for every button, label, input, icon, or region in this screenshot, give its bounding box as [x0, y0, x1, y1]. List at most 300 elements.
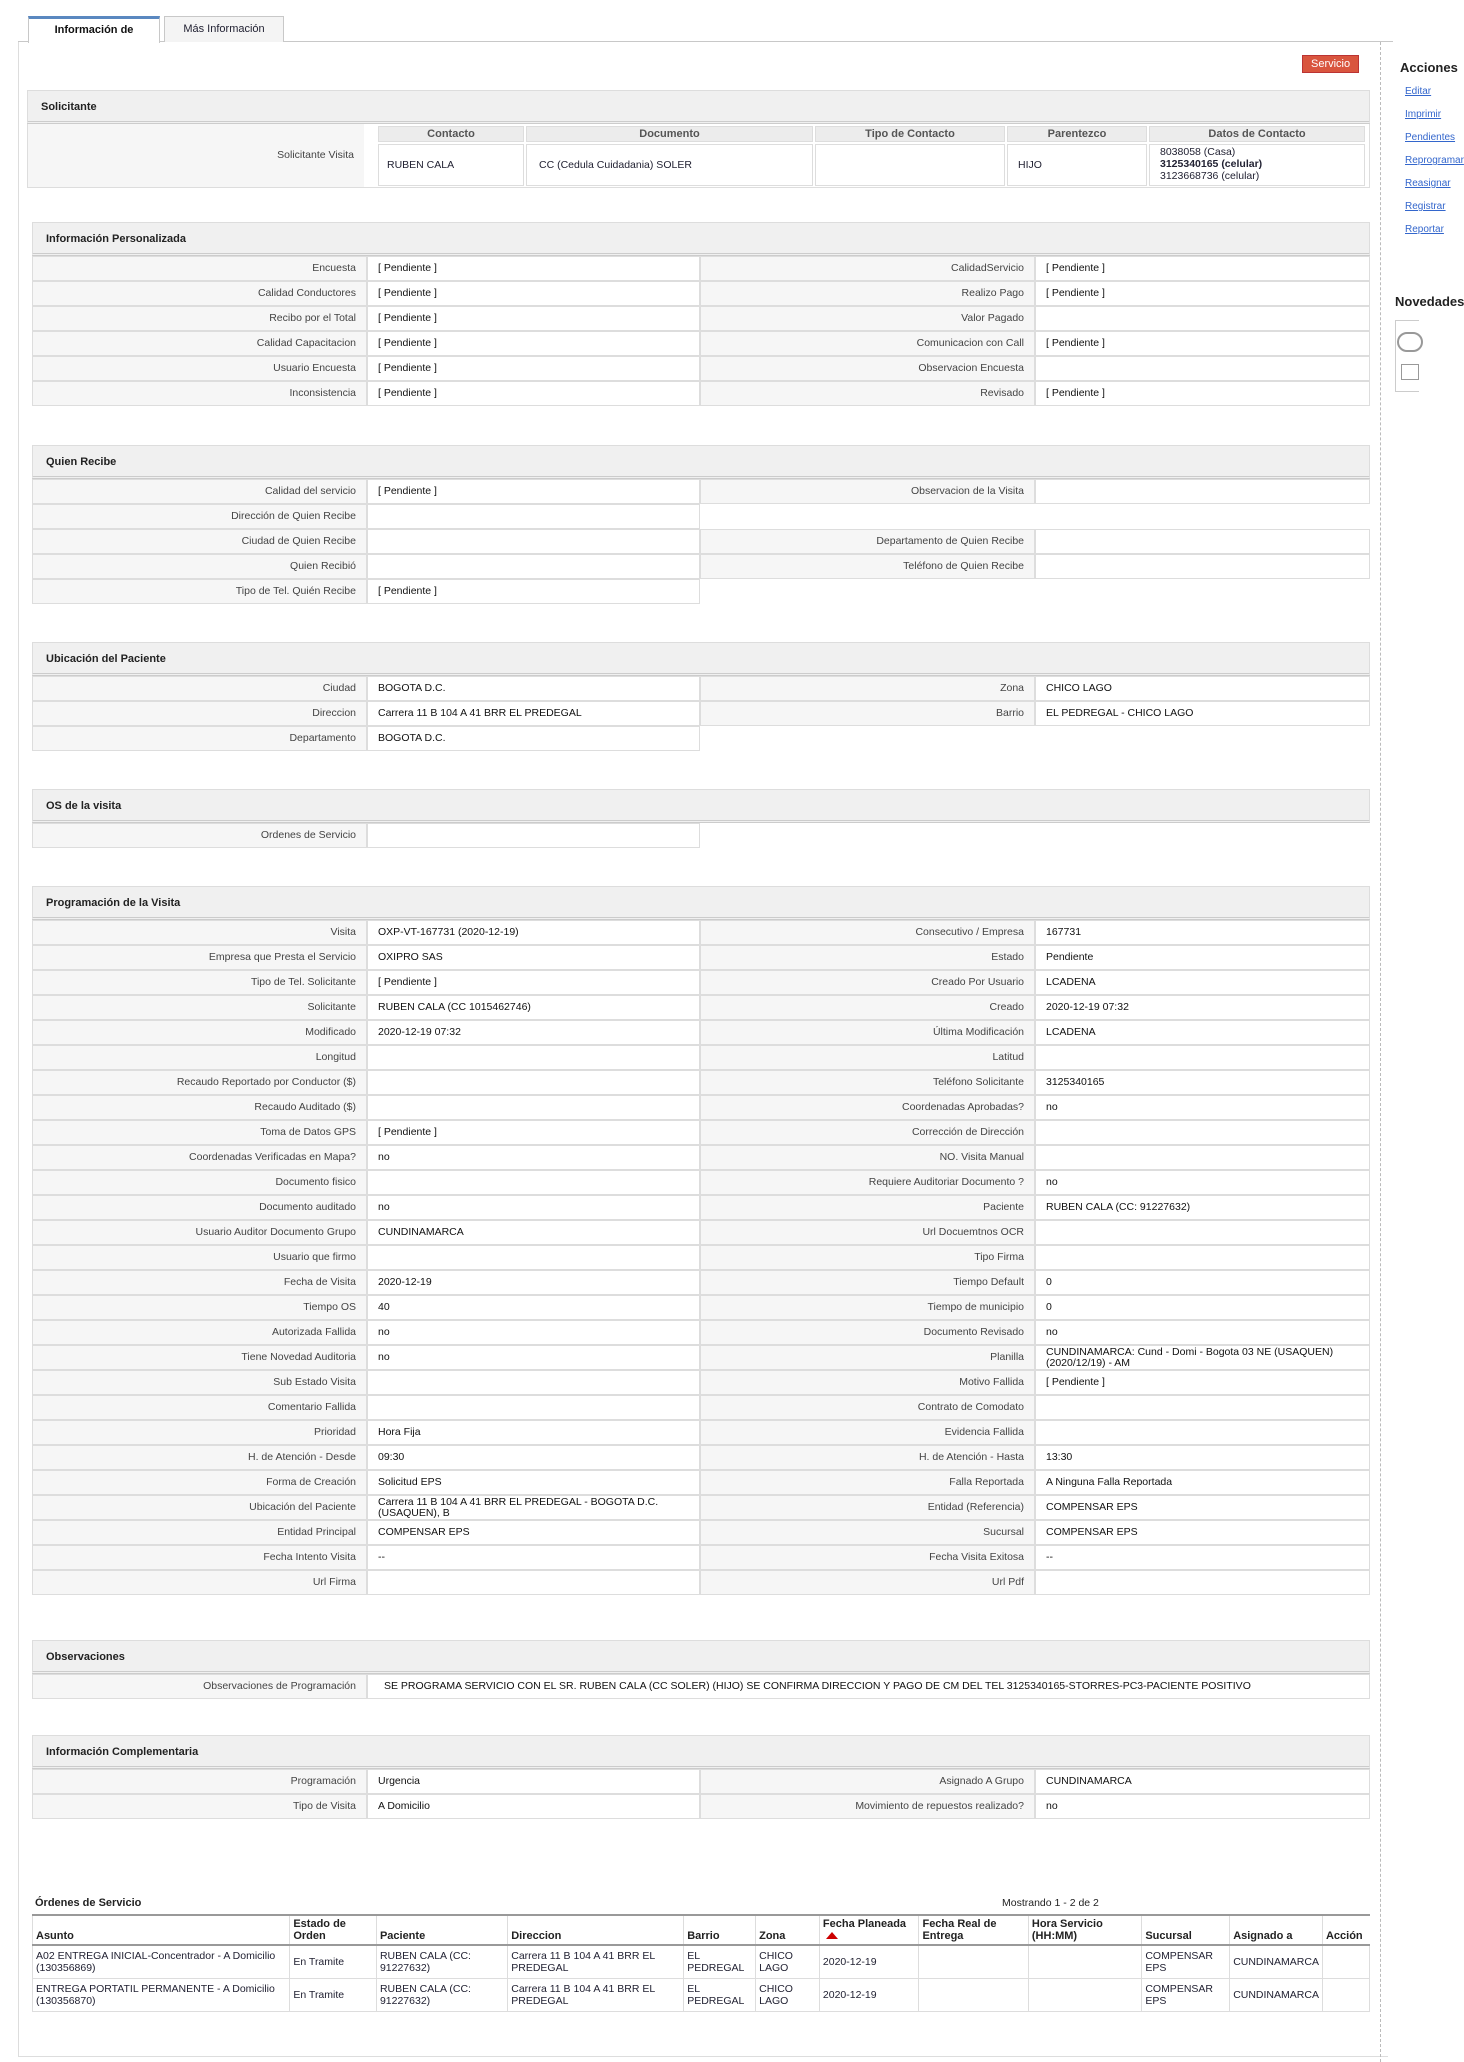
field-value: Pendiente [1035, 945, 1370, 970]
th-barrio[interactable]: Barrio [684, 1915, 756, 1945]
field-row [32, 1170, 1370, 1195]
field-label: Tipo de Tel. Solicitante [32, 970, 367, 995]
field-row [32, 256, 1370, 281]
field-label: Falla Reportada [700, 1470, 1035, 1495]
sidebar-title: Acciones [1400, 60, 1458, 75]
field-label: NO. Visita Manual [700, 1145, 1035, 1170]
field-label: Ordenes de Servicio [32, 823, 367, 848]
table-cell: Carrera 11 B 104 A 41 BRR EL PREDEGAL [508, 1978, 684, 2011]
field-label: Url Firma [32, 1570, 367, 1595]
field-label: Consecutivo / Empresa [700, 920, 1035, 945]
field-value: RUBEN CALA (CC: 91227632) [1035, 1195, 1370, 1220]
section-title: OS de la visita [32, 789, 1370, 823]
field-value: Hora Fija [367, 1420, 700, 1445]
table-cell[interactable] [1322, 1945, 1369, 1978]
field-row [32, 479, 1370, 504]
table-cell [919, 1978, 1028, 2011]
field-label: Departamento de Quien Recibe [700, 529, 1035, 554]
field-value [1035, 1145, 1370, 1170]
field-label: Tiempo de municipio [700, 1295, 1035, 1320]
field-value [367, 1570, 700, 1595]
field-label: Encuesta [32, 256, 367, 281]
field-label: Empresa que Presta el Servicio [32, 945, 367, 970]
field-value: RUBEN CALA (CC 1015462746) [367, 995, 700, 1020]
field-row [32, 701, 1370, 726]
field-label: Tipo Firma [700, 1245, 1035, 1270]
field-value [367, 1170, 700, 1195]
sidebar-link-1[interactable]: Editar [1405, 86, 1432, 97]
table-cell: ENTREGA PORTATIL PERMANENTE - A Domicilio (130356870) [33, 1978, 290, 2011]
field-row [32, 1245, 1370, 1270]
field-row [32, 579, 1370, 604]
field-row [32, 1545, 1370, 1570]
field-value: BOGOTA D.C. [367, 676, 700, 701]
ordenes-title: Órdenes de Servicio [35, 1897, 142, 1909]
col-datos-contacto: Datos de Contacto [1149, 126, 1365, 142]
field-value [367, 1070, 700, 1095]
field-label: Recibo por el Total [32, 306, 367, 331]
section-ubicacion [32, 642, 1370, 751]
field-value [1035, 529, 1370, 554]
field-value [1035, 1570, 1370, 1595]
field-label: Dirección de Quien Recibe [32, 504, 367, 529]
tab-bar [18, 16, 1393, 42]
contacto-value: RUBEN CALA [378, 144, 524, 186]
col-tipo-contacto: Tipo de Contacto [815, 126, 1005, 142]
field-value: [ Pendiente ] [1035, 281, 1370, 306]
field-label: Movimiento de repuestos realizado? [700, 1794, 1035, 1819]
field-label: Ciudad [32, 676, 367, 701]
field-label: Estado [700, 945, 1035, 970]
field-row [32, 331, 1370, 356]
field-value: CUNDINAMARCA: Cund - Domi - Bogota 03 NE (USAQUEN) (2020/12/19) - AM [1035, 1345, 1370, 1370]
field-value: BOGOTA D.C. [367, 726, 700, 751]
table-cell [919, 1945, 1028, 1978]
field-label: Visita [32, 920, 367, 945]
field-label: Forma de Creación [32, 1470, 367, 1495]
field-value: no [1035, 1320, 1370, 1345]
field-label: Planilla [700, 1345, 1035, 1370]
table-cell: En Tramite [290, 1978, 377, 2011]
field-value: CUNDINAMARCA [367, 1220, 700, 1245]
sidebar-title-2: Novedades [1395, 294, 1464, 309]
field-label: Revisado [700, 381, 1035, 406]
ordenes-table [32, 1914, 1370, 2012]
field-row [32, 356, 1370, 381]
field-value [1035, 1220, 1370, 1245]
novedad-radio[interactable] [1397, 332, 1423, 352]
field-value [1035, 1395, 1370, 1420]
field-row [32, 1769, 1370, 1794]
th-sucursal[interactable]: Sucursal [1142, 1915, 1230, 1945]
field-label: Tipo de Visita [32, 1794, 367, 1819]
field-value [367, 823, 700, 848]
field-row [32, 306, 1370, 331]
field-row [32, 1370, 1370, 1395]
field-value: no [367, 1145, 700, 1170]
table-cell [1028, 1945, 1141, 1978]
field-row [32, 823, 1370, 848]
section-title: Ubicación del Paciente [32, 642, 1370, 676]
field-label: Inconsistencia [32, 381, 367, 406]
field-row [32, 529, 1370, 554]
field-label: Documento fisico [32, 1170, 367, 1195]
field-value: COMPENSAR EPS [367, 1520, 700, 1545]
field-label: Sucursal [700, 1520, 1035, 1545]
novedad-checkbox[interactable] [1401, 364, 1419, 380]
field-value [367, 1045, 700, 1070]
field-label: Requiere Auditoriar Documento ? [700, 1170, 1035, 1195]
phone-casa: 8038058 (Casa) [1160, 146, 1236, 158]
section-quien-recibe [32, 445, 1370, 604]
field-label: Asignado A Grupo [700, 1769, 1035, 1794]
ordenes-paging: Mostrando 1 - 2 de 2 [1002, 1897, 1099, 1909]
field-label: Calidad Conductores [32, 281, 367, 306]
field-value: [ Pendiente ] [367, 306, 700, 331]
field-label: Longitud [32, 1045, 367, 1070]
field-label: Recaudo Auditado ($) [32, 1095, 367, 1120]
field-label: Departamento [32, 726, 367, 751]
field-value: A Ninguna Falla Reportada [1035, 1470, 1370, 1495]
field-label: Barrio [700, 701, 1035, 726]
field-value [367, 1245, 700, 1270]
field-label: Comentario Fallida [32, 1395, 367, 1420]
field-value: 09:30 [367, 1445, 700, 1470]
field-row [32, 1794, 1370, 1819]
field-label: H. de Atención - Hasta [700, 1445, 1035, 1470]
field-value: EL PEDREGAL - CHICO LAGO [1035, 701, 1370, 726]
field-value: Carrera 11 B 104 A 41 BRR EL PREDEGAL [367, 701, 700, 726]
field-row [32, 1220, 1370, 1245]
field-label: Creado [700, 995, 1035, 1020]
field-label: Paciente [700, 1195, 1035, 1220]
field-value: no [367, 1345, 700, 1370]
field-value: Carrera 11 B 104 A 41 BRR EL PREDEGAL - BOGOTA D.C. (USAQUEN), B [367, 1495, 700, 1520]
field-label: Entidad Principal [32, 1520, 367, 1545]
field-label: Solicitante [32, 995, 367, 1020]
field-label: Observacion Encuesta [700, 356, 1035, 381]
field-label: Observacion de la Visita [700, 479, 1035, 504]
field-label: Realizo Pago [700, 281, 1035, 306]
field-value: [ Pendiente ] [367, 356, 700, 381]
table-cell: 2020-12-19 [819, 1978, 919, 2011]
th-fecha-planeada[interactable] [819, 1915, 919, 1945]
sort-asc-icon [826, 1932, 838, 1939]
field-row [32, 945, 1370, 970]
field-label: Comunicacion con Call [700, 331, 1035, 356]
table-cell[interactable] [1322, 1978, 1369, 2011]
field-row [32, 1445, 1370, 1470]
field-label: Contrato de Comodato [700, 1395, 1035, 1420]
actions-sidebar [1380, 42, 1464, 2062]
field-label: Teléfono Solicitante [700, 1070, 1035, 1095]
field-label: Teléfono de Quien Recibe [700, 554, 1035, 579]
field-value: COMPENSAR EPS [1035, 1520, 1370, 1545]
table-row[interactable] [33, 1945, 1370, 1978]
field-label: Coordenadas Aprobadas? [700, 1095, 1035, 1120]
field-value: [ Pendiente ] [1035, 256, 1370, 281]
col-contacto: Contacto [378, 126, 524, 142]
field-value: 13:30 [1035, 1445, 1370, 1470]
section-title: Información Complementaria [32, 1735, 1370, 1769]
field-row [32, 1570, 1370, 1595]
section-title: Quien Recibe [32, 445, 1370, 479]
field-label: Documento Revisado [700, 1320, 1035, 1345]
solicitante-label: Solicitante Visita [28, 124, 364, 187]
th-zona[interactable]: Zona [756, 1915, 820, 1945]
table-cell: CUNDINAMARCA [1230, 1978, 1323, 2011]
field-value: no [1035, 1794, 1370, 1819]
field-label: Sub Estado Visita [32, 1370, 367, 1395]
field-value: no [367, 1320, 700, 1345]
field-label: Tiempo Default [700, 1270, 1035, 1295]
field-row [32, 1295, 1370, 1320]
field-value: CHICO LAGO [1035, 676, 1370, 701]
field-row [32, 1420, 1370, 1445]
novedades-box [1395, 320, 1419, 392]
field-value [367, 1095, 700, 1120]
field-value: OXP-VT-167731 (2020-12-19) [367, 920, 700, 945]
field-value: [ Pendiente ] [367, 331, 700, 356]
field-label: Motivo Fallida [700, 1370, 1035, 1395]
th-direccion[interactable]: Direccion [508, 1915, 684, 1945]
field-row [32, 1120, 1370, 1145]
field-label: Coordenadas Verificadas en Mapa? [32, 1145, 367, 1170]
field-value [1035, 356, 1370, 381]
field-label: Calidad Capacitacion [32, 331, 367, 356]
field-value [1035, 306, 1370, 331]
sidebar-link-5[interactable]: Reasignar [1405, 178, 1451, 189]
field-value: LCADENA [1035, 1020, 1370, 1045]
service-badge[interactable]: Servicio [1302, 55, 1359, 73]
field-value: [ Pendiente ] [367, 479, 700, 504]
tab-mas-informacion[interactable]: Más Información [164, 16, 284, 42]
tab-informacion[interactable]: Información de [28, 16, 160, 43]
field-label: Recaudo Reportado por Conductor ($) [32, 1070, 367, 1095]
table-cell: RUBEN CALA (CC: 91227632) [376, 1978, 507, 2011]
table-cell: COMPENSAR EPS [1142, 1978, 1230, 2011]
field-row [32, 504, 1370, 529]
phone-celular-2: 3123668736 (celular) [1160, 170, 1260, 182]
field-value: -- [1035, 1545, 1370, 1570]
field-label: Ciudad de Quien Recibe [32, 529, 367, 554]
field-label: Creado Por Usuario [700, 970, 1035, 995]
section-observaciones [32, 1640, 1370, 1699]
field-row [32, 1020, 1370, 1045]
field-value [1035, 1045, 1370, 1070]
field-label: CalidadServicio [700, 256, 1035, 281]
th-accion[interactable]: Acción [1322, 1915, 1369, 1945]
col-documento: Documento [526, 126, 813, 142]
field-value: [ Pendiente ] [1035, 381, 1370, 406]
field-row [32, 1495, 1370, 1520]
th-paciente[interactable]: Paciente [376, 1915, 507, 1945]
field-value: 167731 [1035, 920, 1370, 945]
field-label: Evidencia Fallida [700, 1420, 1035, 1445]
field-value: 0 [1035, 1295, 1370, 1320]
field-label: Ubicación del Paciente [32, 1495, 367, 1520]
table-cell [1028, 1978, 1141, 2011]
table-cell: En Tramite [290, 1945, 377, 1978]
field-value: [ Pendiente ] [1035, 331, 1370, 356]
section-info-personalizada [32, 222, 1370, 406]
field-value: no [1035, 1170, 1370, 1195]
field-label: Quien Recibió [32, 554, 367, 579]
section-complementaria [32, 1735, 1370, 1819]
field-value [367, 554, 700, 579]
field-value: no [1035, 1095, 1370, 1120]
sidebar-link-6[interactable]: Registrar [1405, 201, 1446, 212]
field-label: Última Modificación [700, 1020, 1035, 1045]
field-value: 40 [367, 1295, 700, 1320]
solicitante-row [27, 124, 1370, 188]
field-value [1035, 554, 1370, 579]
field-row [32, 281, 1370, 306]
parentezco-value: HIJO [1007, 144, 1147, 186]
sidebar-link-4[interactable]: Reprogramar [1405, 155, 1464, 166]
field-row [32, 1195, 1370, 1220]
field-value [1035, 1420, 1370, 1445]
field-row [32, 1095, 1370, 1120]
col-parentezco: Parentezco [1007, 126, 1147, 142]
field-row [32, 381, 1370, 406]
table-cell: CHICO LAGO [756, 1978, 820, 2011]
table-cell: COMPENSAR EPS [1142, 1945, 1230, 1978]
field-value: CUNDINAMARCA [1035, 1769, 1370, 1794]
field-value: [ Pendiente ] [367, 281, 700, 306]
table-cell: EL PEDREGAL [684, 1945, 756, 1978]
field-label: Tiene Novedad Auditoria [32, 1345, 367, 1370]
field-value: [ Pendiente ] [367, 579, 700, 604]
field-value: [ Pendiente ] [367, 1120, 700, 1145]
field-value: 2020-12-19 07:32 [367, 1020, 700, 1045]
field-label: Entidad (Referencia) [700, 1495, 1035, 1520]
field-value [367, 1370, 700, 1395]
field-value: [ Pendiente ] [1035, 1370, 1370, 1395]
th-asignado[interactable]: Asignado a [1230, 1915, 1323, 1945]
field-row [32, 1145, 1370, 1170]
field-label: H. de Atención - Desde [32, 1445, 367, 1470]
documento-value: CC (Cedula Cuidadania) SOLER [526, 144, 813, 186]
field-row [32, 1470, 1370, 1495]
table-cell: 2020-12-19 [819, 1945, 919, 1978]
field-value: COMPENSAR EPS [1035, 1495, 1370, 1520]
field-value: Solicitud EPS [367, 1470, 700, 1495]
field-value: 2020-12-19 07:32 [1035, 995, 1370, 1020]
sidebar-link-7[interactable]: Reportar [1405, 224, 1444, 235]
th-hora-servicio[interactable]: Hora Servicio (HH:MM) [1028, 1915, 1141, 1945]
field-value: OXIPRO SAS [367, 945, 700, 970]
th-fecha-real[interactable]: Fecha Real de Entrega [919, 1915, 1028, 1945]
field-label: Usuario Encuesta [32, 356, 367, 381]
field-value [367, 1395, 700, 1420]
section-solicitante [27, 90, 1370, 188]
observaciones-row [32, 1674, 1370, 1699]
field-row [32, 920, 1370, 945]
field-row [32, 554, 1370, 579]
table-header-row [33, 1915, 1370, 1945]
field-row [32, 1045, 1370, 1070]
field-row [32, 1270, 1370, 1295]
field-label: Tiempo OS [32, 1295, 367, 1320]
section-title: Solicitante [27, 90, 1370, 124]
field-value: [ Pendiente ] [367, 970, 700, 995]
sidebar-link-2[interactable]: Imprimir [1405, 109, 1442, 120]
field-label: Calidad del servicio [32, 479, 367, 504]
field-value: 0 [1035, 1270, 1370, 1295]
field-label: Usuario Auditor Documento Grupo [32, 1220, 367, 1245]
field-label: Corrección de Dirección [700, 1120, 1035, 1145]
field-row [32, 1070, 1370, 1095]
field-label: Programación [32, 1769, 367, 1794]
table-cell: CUNDINAMARCA [1230, 1945, 1323, 1978]
field-value [367, 504, 700, 529]
section-title: Observaciones [32, 1640, 1370, 1674]
observaciones-value: SE PROGRAMA SERVICIO CON EL SR. RUBEN CALA (CC SOLER) (HIJO) SE CONFIRMA DIRECCION Y PAGO DE CM DEL TEL 3125340165-STORRES-PC3-PACIENTE POSITIVO [367, 1674, 1370, 1699]
table-row[interactable] [33, 1978, 1370, 2011]
field-row [32, 1395, 1370, 1420]
datos-contacto-value [1149, 144, 1365, 186]
th-asunto[interactable]: Asunto [33, 1915, 290, 1945]
field-value: -- [367, 1545, 700, 1570]
table-cell: A02 ENTREGA INICIAL-Concentrador - A Domicilio (130356869) [33, 1945, 290, 1978]
field-value: A Domicilio [367, 1794, 700, 1819]
field-label: Zona [700, 676, 1035, 701]
section-programacion [32, 886, 1370, 1595]
field-label: Fecha Intento Visita [32, 1545, 367, 1570]
th-estado[interactable]: Estado de Orden [290, 1915, 377, 1945]
field-label: Latitud [700, 1045, 1035, 1070]
field-row [32, 1345, 1370, 1370]
field-row [32, 726, 1370, 751]
field-value: no [367, 1195, 700, 1220]
field-label: Autorizada Fallida [32, 1320, 367, 1345]
sidebar-link-3[interactable]: Pendientes [1405, 132, 1456, 143]
field-label: Direccion [32, 701, 367, 726]
field-value [367, 529, 700, 554]
table-cell: EL PEDREGAL [684, 1978, 756, 2011]
field-label: Tipo de Tel. Quién Recibe [32, 579, 367, 604]
field-row [32, 1320, 1370, 1345]
field-value: LCADENA [1035, 970, 1370, 995]
field-label: Documento auditado [32, 1195, 367, 1220]
field-label: Fecha Visita Exitosa [700, 1545, 1035, 1570]
field-row [32, 970, 1370, 995]
field-value [1035, 1120, 1370, 1145]
section-title: Programación de la Visita [32, 886, 1370, 920]
field-value: 3125340165 [1035, 1070, 1370, 1095]
field-value: 2020-12-19 [367, 1270, 700, 1295]
field-value: [ Pendiente ] [367, 256, 700, 281]
table-cell: CHICO LAGO [756, 1945, 820, 1978]
field-label: Valor Pagado [700, 306, 1035, 331]
field-label: Modificado [32, 1020, 367, 1045]
field-row [32, 676, 1370, 701]
field-label: Prioridad [32, 1420, 367, 1445]
section-os-visita [32, 789, 1370, 848]
th-fecha-planeada-label: Fecha Planeada [822, 1918, 907, 1930]
field-row [32, 995, 1370, 1020]
observaciones-label: Observaciones de Programación [32, 1674, 367, 1699]
field-label: Toma de Datos GPS [32, 1120, 367, 1145]
field-value: Urgencia [367, 1769, 700, 1794]
field-value [1035, 1245, 1370, 1270]
phone-celular-1: 3125340165 (celular) [1160, 158, 1263, 170]
table-cell: Carrera 11 B 104 A 41 BRR EL PREDEGAL [508, 1945, 684, 1978]
table-cell: RUBEN CALA (CC: 91227632) [376, 1945, 507, 1978]
section-title: Información Personalizada [32, 222, 1370, 256]
field-label: Url Docuemtnos OCR [700, 1220, 1035, 1245]
